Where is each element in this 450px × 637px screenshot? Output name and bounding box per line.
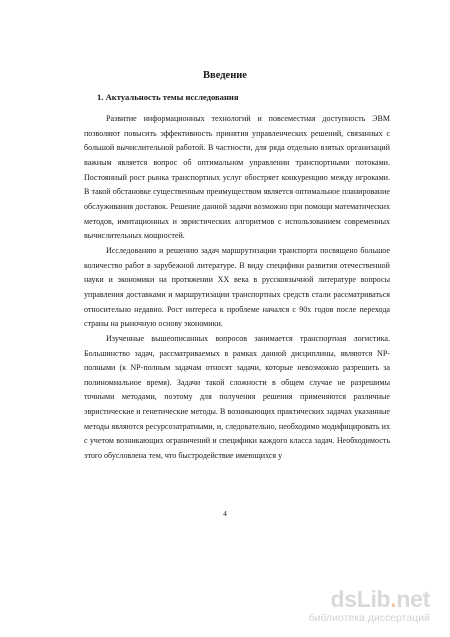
document-heading: Введение [203,70,247,81]
watermark-logo [309,587,430,611]
watermark-logo-tld: net [396,586,430,612]
watermark-logo-main: dsLib [330,586,391,612]
watermark-logo-dot: . [390,586,397,612]
section-title: 1. Актуальность темы исследования [97,92,239,102]
page-number: 4 [223,509,227,518]
paragraph-1: Развитие информационных технологий и повсеместная доступность ЭВМ позволяют повысить эффективность принятия управленческих решений, связанных с большой вычислительной работой. В частности, для ряда отдельно взятых организаций важным является вопрос об оптимальном управлении транспортными потоками. Постоянный рост рынка транспортных услуг обостряет конкуренцию между игроками. В такой обстановке существенным преимуществом является оптимальное планирование обслуживания доставок. Решение данной задачи возможно при помощи математических методов, имитационных и эвристических алгоритмов с использованием современных вычислительных мощностей. [84,114,390,241]
watermark-subtitle: библиотека диссертаций [308,612,430,624]
body-text [84,112,390,464]
paragraph-2: Исследованию и решению задач маршрутизации транспорта посвящено большое количество работ в зарубежной литературе. В виду специфики развития отечественной науки и экономики на протяжении XX века в русскоязычной литературе вопросы управления доставками и маршрутизации транспортных средств стали рассматриваться относительно недавно. Рост интереса к проблеме начался с 90х годов после перехода страны на рыночную основу экономики. [84,245,390,329]
paragraph-3: Изученные вышеописанных вопросов занимается транспортная логистика. Большинство задач, рассматриваемых в рамках данной дисциплины, являются NP-полными (к NP-полным задачам относят задачи, которые невозможно разрешить за полиномиальное время). Задачи такой сложности в общем случае не разрешимы точными методами, поэтому для получения решения применяются различные эвристические и генетические методы. В возникающих практических задачах указанные методы являются ресурсозатратными, и, следовательно, необходимо модифицировать их с учетом возникающих ограничений и специфики каждого класса задач. Необходимость этого обусловлена тем, что быстродействие имеющихся у [84,333,390,461]
dslib-watermark [309,587,430,625]
